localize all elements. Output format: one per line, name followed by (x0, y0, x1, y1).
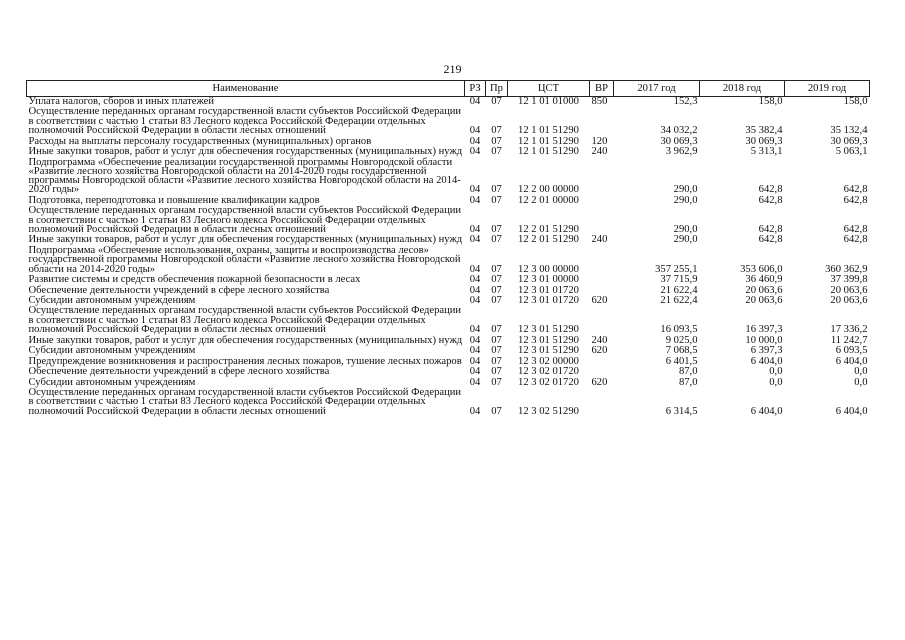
budget-table (26, 80, 870, 417)
cell-y2018: 158,0 (758, 96, 783, 107)
cell-y2019: 642,8 (843, 223, 868, 235)
cell-y2018: 642,8 (758, 234, 783, 246)
cell-vr: 240 (591, 234, 608, 246)
cell-rz: 04 (469, 355, 481, 367)
cell-rz: 04 (469, 263, 481, 275)
cell-y2017: 21 622,4 (660, 295, 698, 306)
cell-y2017: 87,0 (678, 376, 698, 388)
cell-rz: 04 (469, 405, 481, 417)
table-row (27, 306, 870, 335)
table-row (27, 275, 870, 285)
cell-y2018: 642,8 (758, 223, 783, 235)
cell-name: Иные закупки товаров, работ и услуг для обеспечения государственных (муниципальных) нужд (28, 146, 463, 158)
cell-cst: 12 3 01 51290 (518, 345, 579, 357)
cell-vr (590, 158, 614, 196)
cell-rz: 04 (469, 376, 481, 388)
cell-y2018: 20 063,6 (745, 284, 783, 296)
cell-y2017: 16 093,5 (660, 324, 698, 336)
cell-cst: 12 1 01 51290 (518, 125, 579, 137)
cell-y2018: 642,8 (758, 184, 783, 196)
cell-vr (590, 275, 614, 285)
cell-y2018: 20 063,6 (745, 295, 783, 306)
cell-cst: 12 1 01 51290 (518, 146, 579, 158)
cell-y2017: 30 069,3 (660, 135, 698, 147)
cell-y2019: 0,0 (854, 376, 868, 388)
cell-name: Расходы на выплаты персоналу государственных (муниципальных) органов (28, 135, 372, 147)
cell-name: Подпрограмма «Обеспечение использования, охраны, защиты и воспроизводства лесов» государственной программы Новгородской области «Развитие лесного хозяйства Новгородской области на 2014-2020 годы» (28, 244, 461, 275)
cell-cst: 12 3 01 01720 (518, 295, 579, 306)
cell-name: Осуществление переданных органам государственной власти субъектов Российской Федерации в соответствии с частью 1 статьи 83 Лесного кодекса Российской Федерации отдельных полномочий Российской Федерации в области лесных отношений (28, 205, 462, 235)
cell-y2019: 0,0 (854, 366, 868, 378)
cell-cst: 12 3 01 00000 (518, 274, 579, 286)
cell-cst: 12 3 01 01720 (518, 284, 579, 296)
cell-y2018: 36 460,9 (745, 274, 783, 286)
cell-y2019: 20 063,6 (830, 284, 868, 296)
table-row (27, 147, 870, 157)
cell-y2017: 290,0 (673, 234, 698, 246)
cell-y2019: 6 093,5 (835, 345, 868, 357)
cell-rz: 04 (469, 366, 481, 378)
header-vr: ВР (590, 81, 614, 97)
cell-rz: 04 (469, 274, 481, 286)
cell-rz: 04 (469, 345, 481, 357)
cell-vr: 240 (591, 334, 608, 346)
cell-rz: 04 (469, 334, 481, 346)
cell-y2019: 158,0 (843, 96, 868, 107)
cell-vr: 620 (591, 295, 608, 306)
cell-y2019: 30 069,3 (830, 135, 868, 147)
table-row (27, 388, 870, 417)
cell-vr (590, 306, 614, 335)
cell-cst: 12 2 01 51290 (518, 223, 579, 235)
cell-rz: 04 (469, 194, 481, 206)
cell-pr: 07 (491, 376, 502, 388)
cell-name: Иные закупки товаров, работ и услуг для обеспечения государственных (муниципальных) нужд (28, 234, 463, 246)
cell-y2017: 290,0 (673, 184, 698, 196)
cell-cst: 12 2 00 00000 (518, 184, 579, 196)
cell-y2017: 21 622,4 (660, 284, 698, 296)
cell-name: Субсидии автономным учреждениям (28, 295, 196, 306)
cell-name: Развитие системы и средств обеспечения пожарной безопасности в лесах (28, 274, 361, 286)
cell-y2019: 6 404,0 (835, 405, 868, 417)
cell-y2017: 290,0 (673, 194, 698, 206)
cell-y2018: 642,8 (758, 194, 783, 206)
cell-y2019: 5 063,1 (835, 146, 868, 158)
cell-vr (590, 206, 614, 235)
cell-y2018: 0,0 (769, 376, 783, 388)
cell-cst: 12 2 01 00000 (518, 194, 579, 206)
cell-y2017: 3 962,9 (665, 146, 698, 158)
header-2017: 2017 год (614, 81, 700, 97)
cell-rz: 04 (469, 324, 481, 336)
cell-rz: 04 (469, 184, 481, 196)
cell-pr: 07 (491, 125, 502, 137)
cell-pr: 07 (491, 295, 502, 306)
cell-cst: 12 1 01 01000 (518, 96, 579, 107)
cell-vr: 120 (591, 135, 608, 147)
cell-y2019: 35 132,4 (830, 125, 868, 137)
cell-y2017: 357 255,1 (655, 263, 698, 275)
table-row (27, 158, 870, 196)
table-row (27, 367, 870, 377)
cell-y2018: 6 404,0 (750, 405, 783, 417)
cell-vr (590, 357, 614, 367)
cell-rz: 04 (469, 234, 481, 246)
header-pr: Пр (486, 81, 508, 97)
cell-y2019: 37 399,8 (830, 274, 868, 286)
cell-y2018: 353 606,0 (740, 263, 783, 275)
cell-cst: 12 3 00 00000 (518, 263, 579, 275)
cell-vr (590, 196, 614, 206)
header-rz: РЗ (465, 81, 486, 97)
cell-y2017: 87,0 (678, 366, 698, 378)
cell-vr: 620 (591, 376, 608, 388)
cell-pr: 07 (491, 324, 502, 336)
cell-pr: 07 (491, 184, 502, 196)
cell-rz: 04 (469, 96, 481, 107)
cell-pr: 07 (491, 96, 502, 107)
cell-y2019: 20 063,6 (830, 295, 868, 306)
cell-cst: 12 1 01 51290 (518, 135, 579, 147)
cell-pr: 07 (491, 135, 502, 147)
table-header-row (27, 81, 870, 97)
cell-y2017: 7 068,5 (665, 345, 698, 357)
cell-pr: 07 (491, 366, 502, 378)
cell-pr: 07 (491, 355, 502, 367)
cell-name: Осуществление переданных органам государственной власти субъектов Российской Федерации в соответствии с частью 1 статьи 83 Лесного кодекса Российской Федерации отдельных полномочий Российской Федерации в области лесных отношений (28, 106, 462, 137)
table-row (27, 246, 870, 275)
cell-name: Предупреждение возникновения и распространения лесных пожаров, тушение лесных пожаров (28, 355, 462, 367)
header-2019: 2019 год (785, 81, 870, 97)
cell-cst: 12 3 01 51290 (518, 324, 579, 336)
cell-vr (590, 246, 614, 275)
cell-name: Осуществление переданных органам государственной власти субъектов Российской Федерации в соответствии с частью 1 статьи 83 Лесного кодекса Российской Федерации отдельных полномочий Российской Федерации в области лесных отношений (28, 386, 462, 417)
cell-cst: 12 3 02 00000 (518, 355, 579, 367)
cell-name: Иные закупки товаров, работ и услуг для обеспечения государственных (муниципальных) нужд (28, 334, 463, 346)
cell-y2018: 6 404,0 (750, 355, 783, 367)
cell-name: Подпрограмма «Обеспечение реализации государственной программы Новгородской области «Развитие лесного хозяйства Новгородской области на 2014-2020 годы государственной программы Новгородской области «Развитие лесного хозяйства Новгородской области на 2014-2020 годы» (28, 156, 461, 196)
cell-vr (590, 388, 614, 417)
cell-name: Субсидии автономным учреждениям (28, 345, 196, 357)
cell-y2017: 290,0 (673, 223, 698, 235)
cell-pr: 07 (491, 263, 502, 275)
cell-y2018: 35 382,4 (745, 125, 783, 137)
cell-vr: 850 (591, 96, 608, 107)
cell-name: Обеспечение деятельности учреждений в сфере лесного хозяйства (28, 284, 330, 296)
cell-y2017: 37 715,9 (660, 274, 698, 286)
cell-rz: 04 (469, 295, 481, 306)
cell-pr: 07 (491, 405, 502, 417)
cell-cst: 12 3 02 01720 (518, 366, 579, 378)
cell-y2018: 10 000,0 (745, 334, 783, 346)
cell-cst: 12 3 02 01720 (518, 376, 579, 388)
cell-vr: 620 (591, 345, 608, 357)
cell-vr: 240 (591, 146, 608, 158)
page-number: 219 (443, 62, 462, 76)
cell-cst: 12 3 02 51290 (518, 405, 579, 417)
cell-y2018: 6 397,3 (750, 345, 783, 357)
cell-rz: 04 (469, 223, 481, 235)
table-row (27, 107, 870, 136)
cell-y2017: 34 032,2 (660, 125, 698, 137)
cell-pr: 07 (491, 223, 502, 235)
cell-rz: 04 (469, 135, 481, 147)
cell-y2018: 0,0 (769, 366, 783, 378)
header-cst: ЦСТ (508, 81, 590, 97)
cell-pr: 07 (491, 234, 502, 246)
cell-vr (590, 107, 614, 136)
cell-y2019: 360 362,9 (825, 263, 868, 275)
cell-rz: 04 (469, 125, 481, 137)
cell-y2017: 152,3 (673, 96, 698, 107)
cell-y2019: 6 404,0 (835, 355, 868, 367)
cell-y2018: 30 069,3 (745, 135, 783, 147)
cell-pr: 07 (491, 146, 502, 158)
cell-rz: 04 (469, 284, 481, 296)
cell-y2018: 5 313,1 (750, 146, 783, 158)
cell-rz: 04 (469, 146, 481, 158)
cell-pr: 07 (491, 284, 502, 296)
cell-y2019: 17 336,2 (830, 324, 868, 336)
cell-y2019: 11 242,7 (830, 334, 868, 346)
cell-name: Обеспечение деятельности учреждений в сфере лесного хозяйства (28, 366, 330, 378)
table-row (27, 206, 870, 235)
cell-y2019: 642,8 (843, 184, 868, 196)
header-name: Наименование (27, 81, 465, 97)
cell-cst: 12 2 01 51290 (518, 234, 579, 246)
cell-pr: 07 (491, 194, 502, 206)
cell-pr: 07 (491, 345, 502, 357)
table-body (27, 97, 870, 418)
cell-name: Субсидии автономным учреждениям (28, 376, 196, 388)
cell-y2018: 16 397,3 (745, 324, 783, 336)
cell-vr (590, 367, 614, 377)
cell-name: Подготовка, переподготовка и повышение квалификации кадров (28, 194, 320, 206)
header-2018: 2018 год (700, 81, 785, 97)
cell-pr: 07 (491, 334, 502, 346)
cell-name: Уплата налогов, сборов и иных платежей (28, 96, 215, 107)
cell-y2019: 642,8 (843, 234, 868, 246)
cell-name: Осуществление переданных органам государственной власти субъектов Российской Федерации в соответствии с частью 1 статьи 83 Лесного кодекса Российской Федерации отдельных полномочий Российской Федерации в области лесных отношений (28, 305, 462, 336)
cell-y2017: 6 314,5 (665, 405, 698, 417)
cell-y2017: 9 025,0 (665, 334, 698, 346)
cell-y2019: 642,8 (843, 194, 868, 206)
cell-pr: 07 (491, 274, 502, 286)
cell-cst: 12 3 01 51290 (518, 334, 579, 346)
table-row (27, 346, 870, 356)
cell-y2017: 6 401,5 (665, 355, 698, 367)
